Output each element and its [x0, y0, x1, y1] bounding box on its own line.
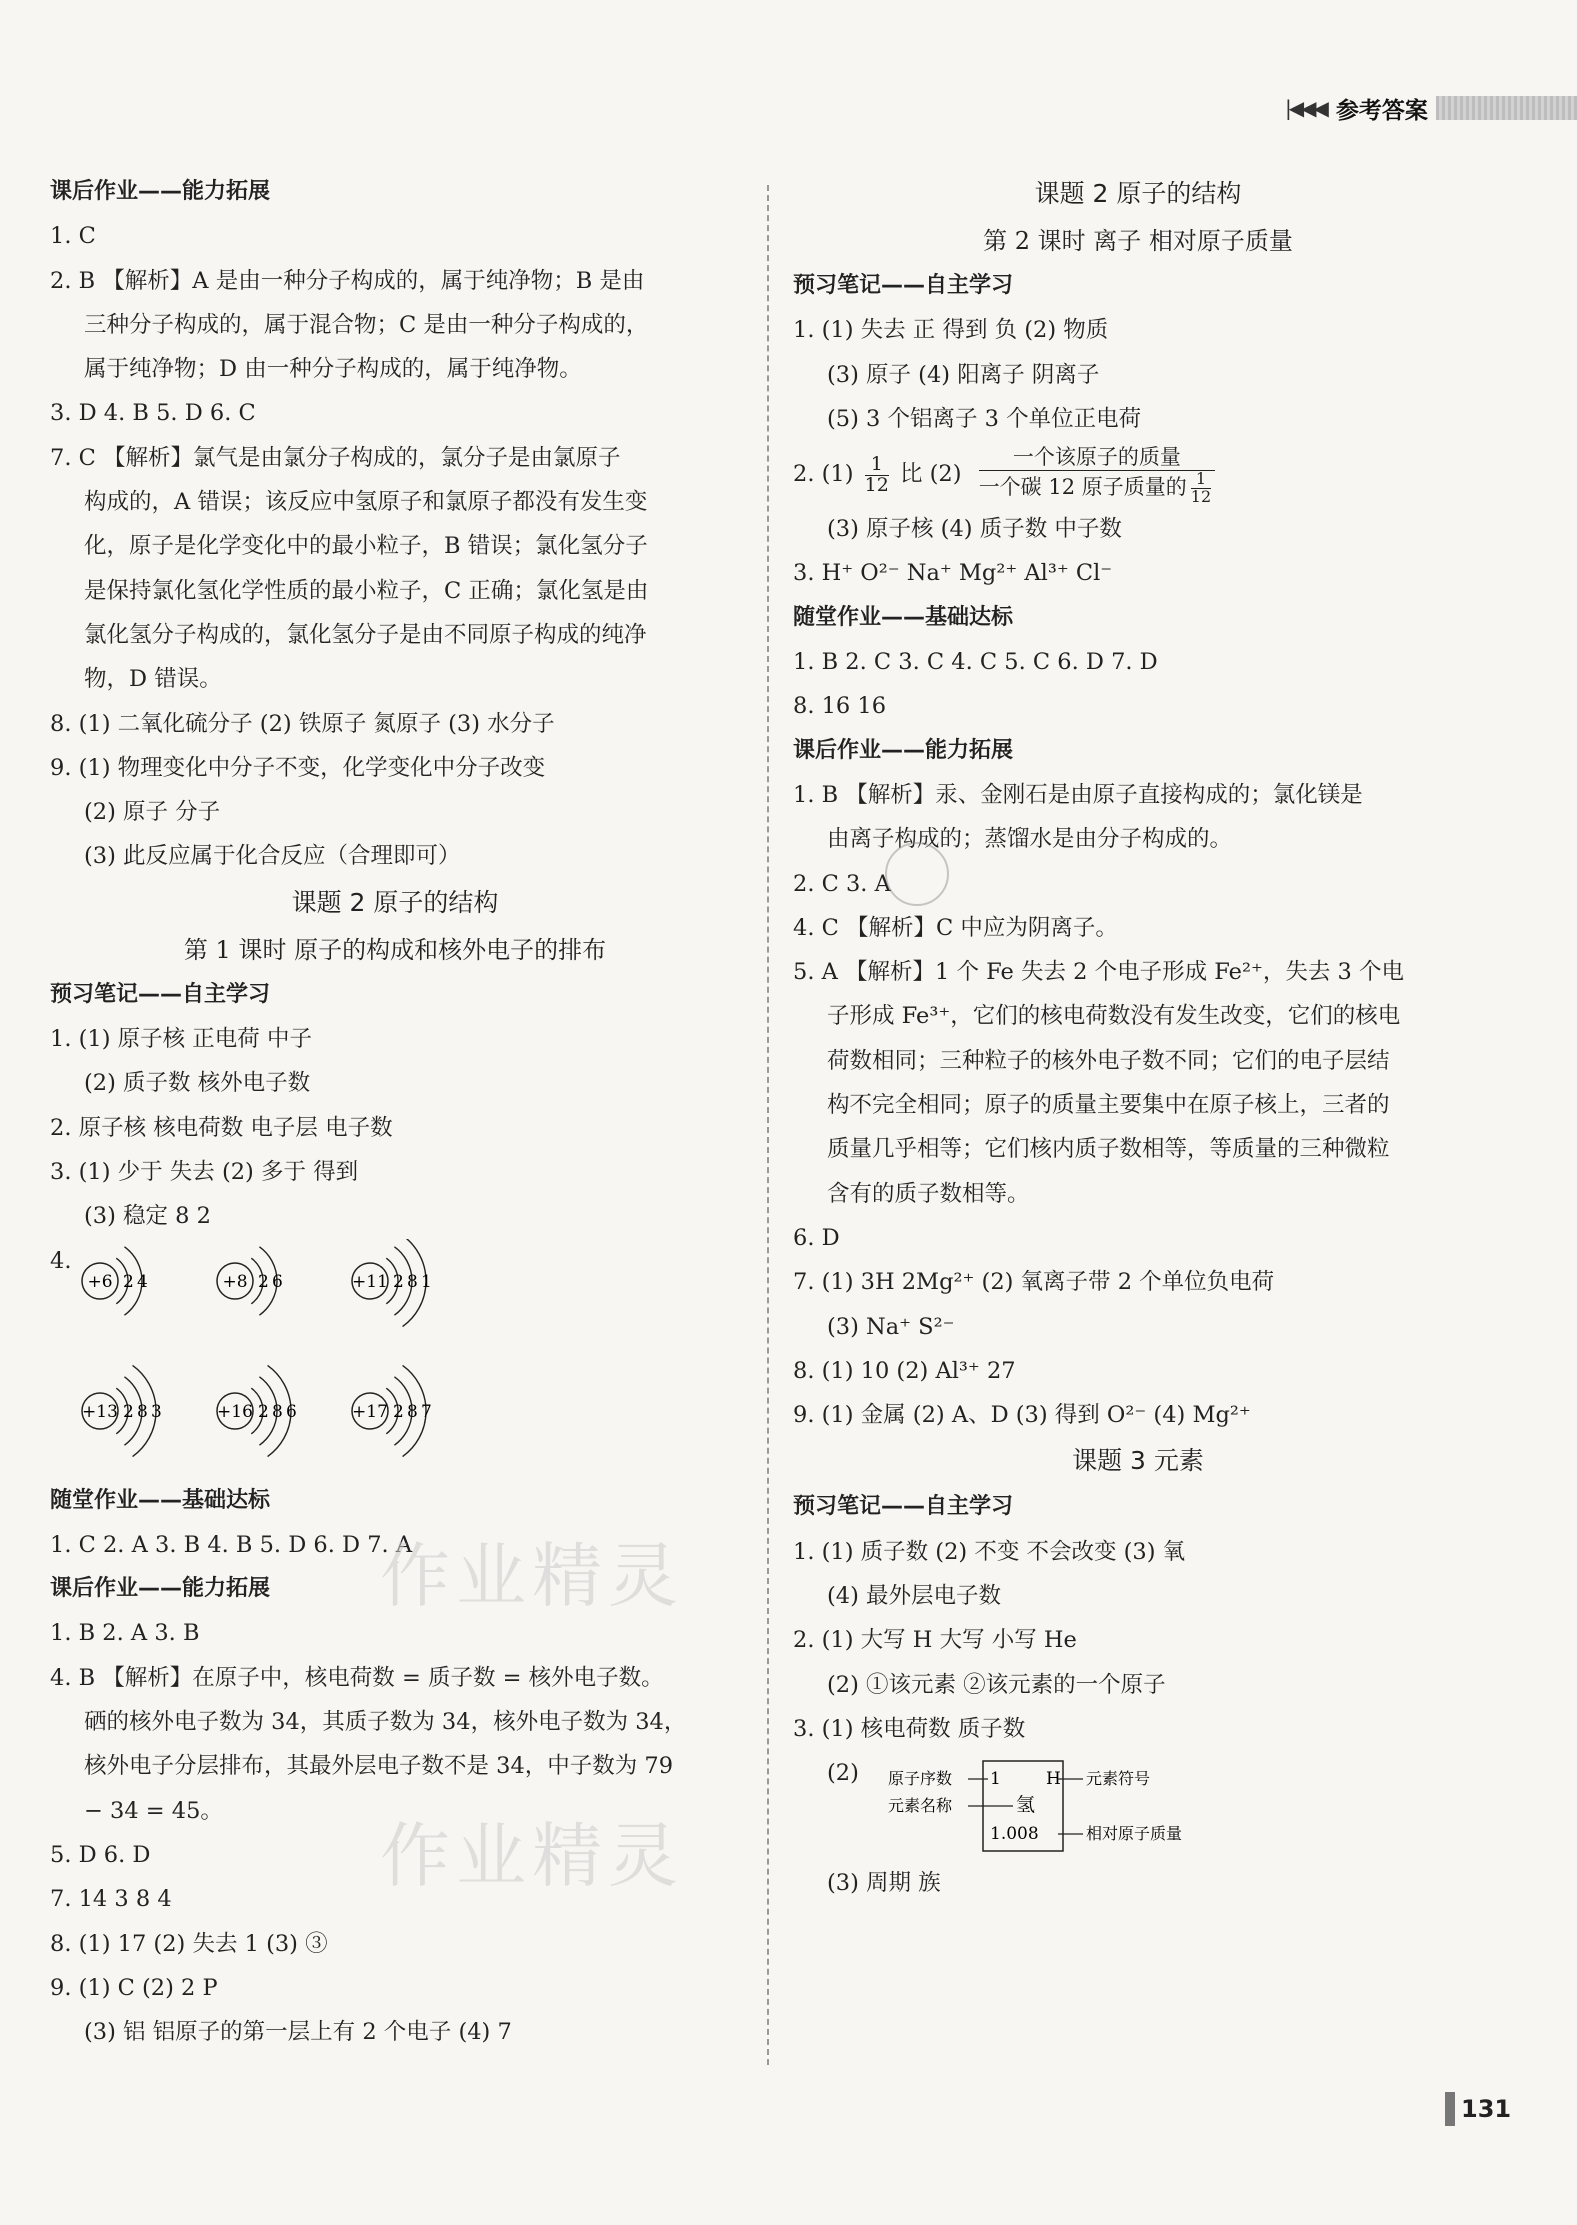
electron-count: 8 [272, 1401, 283, 1422]
label-atomic-number: 原子序数 [888, 1769, 953, 1789]
watermark: 作业精灵 [380, 1535, 684, 1617]
electron-count: 2 [393, 1271, 404, 1292]
answer-line: 7. (1) 3H 2Mg²⁺ (2) 氧离子带 2 个单位负电荷 [793, 1269, 1275, 1296]
inner-fraction [1190, 468, 1212, 506]
lesson-title: 课题 2 原子的结构 [1034, 179, 1242, 208]
relative-mass-fraction [979, 445, 1215, 506]
answer-line: 3. (1) 核电荷数 质子数 [793, 1715, 1026, 1742]
label-element-symbol: 元素符号 [1086, 1769, 1151, 1789]
answer-line: 7. 14 3 8 4 [50, 1886, 172, 1913]
answer-line: 1. (1) 失去 正 得到 负 (2) 物质 [793, 317, 1109, 344]
answer-line: 4. B 【解析】在原子中，核电荷数 = 质子数 = 核外电子数。 [50, 1664, 664, 1691]
electron-count: 7 [421, 1401, 432, 1422]
electron-count: 8 [407, 1401, 418, 1422]
electron-count: 6 [286, 1401, 297, 1422]
back-arrows-icon: |◀◀◀ [1285, 96, 1326, 120]
lesson-title: 课题 2 原子的结构 [291, 887, 499, 917]
answer-line: 1. C [50, 223, 96, 250]
answer-line: (3) Na⁺ S²⁻ [827, 1313, 955, 1340]
atom-nucleus-charge: +6 [87, 1271, 113, 1292]
answer-line: (3) 稳定 8 2 [84, 1203, 211, 1230]
electron-count: 4 [137, 1271, 148, 1292]
answer-line: 含有的质子数相等。 [827, 1180, 1030, 1207]
answer-line: 构不完全相同；原子的质量主要集中在原子核上，三者的 [827, 1092, 1390, 1119]
answer-line: 3. (1) 少于 失去 (2) 多于 得到 [50, 1158, 359, 1185]
fraction-denominator: 12 [864, 473, 889, 496]
answer-line: 物，D 错误。 [84, 666, 222, 693]
column-divider [767, 185, 769, 2065]
electron-count: 8 [407, 1271, 418, 1292]
section-heading: 课后作业——能力拓展 [50, 1576, 271, 1602]
answer-line: 8. (1) 10 (2) Al³⁺ 27 [793, 1357, 1016, 1384]
answer-line: 属于纯净物；D 由一种分子构成的，属于纯净物。 [84, 356, 582, 383]
section-heading: 预习笔记——自主学习 [50, 981, 271, 1007]
answer-line: 3. H⁺ O²⁻ Na⁺ Mg²⁺ Al³⁺ Cl⁻ [793, 560, 1113, 587]
answer-line: − 34 = 45。 [84, 1797, 223, 1824]
label-element-name: 元素名称 [888, 1796, 953, 1816]
page-number-bar [1445, 2092, 1455, 2126]
atom-nucleus-charge: +17 [352, 1401, 388, 1422]
answer-line: 核外电子分层排布，其最外层电子数不是 34，中子数为 79 [84, 1753, 674, 1780]
atom-diagram [352, 1239, 432, 1327]
answer-line: 6. D [793, 1224, 840, 1251]
answer-line: (2) 原子 分子 [84, 799, 221, 826]
answer-line: 8. (1) 17 (2) 失去 1 (3) ③ [50, 1930, 328, 1957]
header-bar [1436, 96, 1577, 120]
atom-nucleus-charge: +8 [222, 1271, 248, 1292]
page-number-text: 131 [1461, 2095, 1512, 2123]
answer-line: (5) 3 个铝离子 3 个单位正电荷 [827, 405, 1142, 432]
section-heading: 课后作业——能力拓展 [793, 737, 1014, 763]
fraction-prefix: 2. (1) [793, 461, 854, 488]
electron-count: 2 [123, 1271, 134, 1292]
answer-line: 1. C 2. A 3. B 4. B 5. D 6. D 7. A [50, 1531, 413, 1558]
answer-line: (2) [827, 1760, 859, 1787]
atom-diagram-svg [50, 1239, 650, 1479]
answer-line: (3) 原子核 (4) 质子数 中子数 [827, 516, 1122, 543]
answer-line: 2. (1) 大写 H 大写 小写 He [793, 1627, 1077, 1654]
atom-diagram [82, 1246, 148, 1314]
answer-line: 4. C 【解析】C 中应为阴离子。 [793, 914, 1118, 941]
element-card-diagram [793, 1751, 1483, 1861]
electron-count: 8 [137, 1401, 148, 1422]
atom-diagram [82, 1365, 162, 1456]
answer-line: (3) 原子 (4) 阳离子 阴离子 [827, 361, 1100, 388]
atom-diagram [217, 1365, 297, 1456]
answer-line: 1. B 2. A 3. B [50, 1620, 200, 1647]
answer-line: (2) ①该元素 ②该元素的一个原子 [827, 1671, 1166, 1698]
answer-line: 1. (1) 质子数 (2) 不变 不会改变 (3) 氧 [793, 1538, 1186, 1565]
electron-count: 6 [272, 1271, 283, 1292]
answer-line: 8. 16 16 [793, 693, 887, 720]
answer-line: 5. A 【解析】1 个 Fe 失去 2 个电子形成 Fe²⁺，失去 3 个电 [793, 959, 1404, 986]
answer-line: 2. B 【解析】A 是由一种分子构成的，属于纯净物；B 是由 [50, 267, 645, 294]
fraction-denominator: 一个碳 12 原子质量的 [978, 474, 1187, 499]
electron-count: 2 [393, 1401, 404, 1422]
answer-line: 2. 原子核 核电荷数 电子层 电子数 [50, 1114, 393, 1141]
stamp-mark [885, 842, 949, 906]
answer-line: 1. (1) 原子核 正电荷 中子 [50, 1026, 312, 1053]
lesson-subtitle: 第 2 课时 离子 相对原子质量 [983, 227, 1293, 255]
label-relative-mass: 相对原子质量 [1086, 1824, 1183, 1844]
watermark: 作业精灵 [380, 1815, 684, 1897]
electron-count: 3 [151, 1401, 162, 1422]
answer-line-fraction [793, 441, 1483, 507]
answer-line: 5. D 6. D [50, 1841, 151, 1868]
element-card-svg [888, 1751, 1308, 1861]
header-tag [1285, 92, 1577, 124]
electron-count: 2 [258, 1401, 269, 1422]
section-heading: 预习笔记——自主学习 [793, 273, 1014, 298]
fraction-middle: 比 (2) [900, 461, 962, 488]
answer-line: 9. (1) 物理变化中分子不变，化学变化中分子改变 [50, 754, 546, 781]
element-symbol: H [1046, 1769, 1061, 1790]
answer-line: 是保持氯化氢化学性质的最小粒子，C 正确；氯化氢是由 [84, 577, 649, 604]
atom-structure-diagrams [50, 1239, 740, 1479]
answer-line: 构成的，A 错误；该反应中氢原子和氯原子都没有发生变 [84, 489, 648, 516]
inner-numerator: 1 [1191, 471, 1211, 489]
answer-line: 9. (1) C (2) 2 P [50, 1974, 218, 2001]
element-name: 氢 [1016, 1794, 1036, 1817]
electron-count: 2 [123, 1401, 134, 1422]
answer-line: 1. B 2. C 3. C 4. C 5. C 6. D 7. D [793, 649, 1158, 676]
answer-line: (4) 最外层电子数 [827, 1583, 1002, 1610]
answer-line: 9. (1) 金属 (2) A、D (3) 得到 O²⁻ (4) Mg²⁺ [793, 1402, 1251, 1429]
answer-line: 化，原子是化学变化中的最小粒子，B 错误；氯化氢分子 [84, 533, 648, 560]
answer-line: (2) 质子数 核外电子数 [84, 1070, 311, 1097]
answer-line: (3) 周期 族 [827, 1870, 941, 1897]
fraction-denominator-wrap [978, 468, 1215, 506]
answer-line: 氯化氢分子构成的，氯化氢分子是由不同原子构成的纯净 [84, 621, 647, 648]
answer-line: 由离子构成的；蒸馏水是由分子构成的。 [827, 826, 1233, 853]
left-column [50, 170, 740, 2054]
fraction-numerator: 一个该原子的质量 [979, 445, 1215, 471]
fraction-one-twelfth [864, 452, 889, 496]
answer-line: (3) 铝 铝原子的第一层上有 2 个电子 (4) 7 [84, 2019, 512, 2046]
section-heading: 随堂作业——基础达标 [50, 1487, 271, 1513]
electron-count: 2 [258, 1271, 269, 1292]
answer-line: 硒的核外电子数为 34，其质子数为 34，核外电子数为 34， [84, 1709, 687, 1736]
header-label: 参考答案 [1335, 97, 1428, 124]
fraction-numerator: 1 [865, 455, 889, 476]
right-column [793, 170, 1483, 1906]
atom-nucleus-charge: +16 [217, 1401, 253, 1422]
answer-line: 三种分子构成的，属于混合物；C 是由一种分子构成的， [84, 311, 649, 338]
lesson-title: 课题 3 元素 [1072, 1446, 1204, 1476]
atom-nucleus-charge: +13 [82, 1401, 118, 1422]
answer-line: 2. C 3. A [793, 870, 891, 897]
atom-nucleus-charge: +11 [352, 1271, 388, 1292]
answer-line: 荷数相同；三种粒子的核外电子数不同；它们的电子层结 [827, 1047, 1390, 1074]
atom-diagram [352, 1365, 432, 1456]
inner-denominator: 12 [1190, 486, 1212, 506]
answer-line: 子形成 Fe³⁺，它们的核电荷数没有发生改变，它们的核电 [827, 1003, 1401, 1030]
element-mass: 1.008 [990, 1824, 1039, 1845]
answer-line: 8. (1) 二氧化硫分子 (2) 铁原子 氮原子 (3) 水分子 [50, 710, 555, 737]
section-heading: 预习笔记——自主学习 [793, 1494, 1014, 1520]
section-heading: 随堂作业——基础达标 [793, 604, 1014, 630]
section-heading: 课后作业——能力拓展 [50, 179, 271, 204]
answer-line: 7. C 【解析】氯气是由氯分子构成的，氯分子是由氯原子 [50, 444, 621, 471]
answer-line: (3) 此反应属于化合反应（合理即可） [84, 843, 461, 870]
electron-count: 1 [421, 1271, 432, 1292]
answer-line: 质量几乎相等；它们核内质子数相等，等质量的三种微粒 [827, 1136, 1390, 1163]
answer-line: 1. B 【解析】汞、金刚石是由原子直接构成的；氯化镁是 [793, 781, 1363, 808]
element-atomic-number: 1 [990, 1769, 1001, 1790]
atom-diagram [217, 1246, 283, 1314]
page-number [1445, 2090, 1523, 2128]
answer-line: 3. D 4. B 5. D 6. C [50, 400, 256, 427]
lesson-subtitle: 第 1 课时 原子的构成和核外电子的排布 [183, 935, 607, 964]
answer-line: 4. [50, 1247, 72, 1274]
